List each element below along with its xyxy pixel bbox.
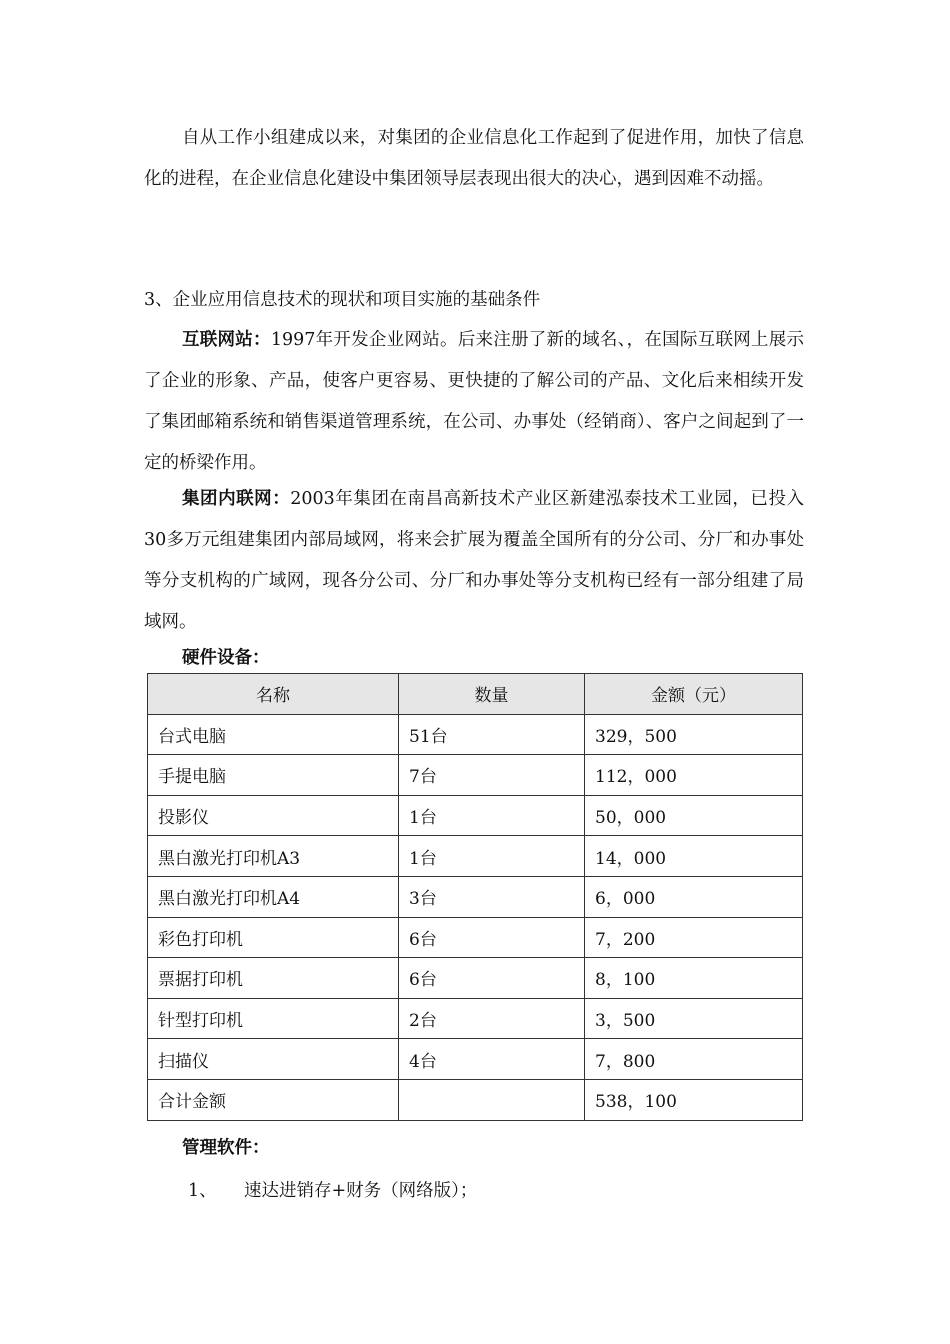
cell-quantity: 3台: [399, 876, 585, 917]
table-row: [148, 795, 803, 836]
table-row: [148, 958, 803, 999]
software-list-item: [188, 1176, 477, 1206]
table-row: [148, 1039, 803, 1080]
cell-quantity: 1台: [399, 795, 585, 836]
cell-name: 票据打印机: [148, 958, 399, 999]
header-name: 名称: [148, 674, 399, 715]
intro-paragraph: 自从工作小组建成以来，对集团的企业信息化工作起到了促进作用，加快了信息化的进程，在企业信息化建设中集团领导层表现出很大的决心，遇到因难不动摇。: [144, 128, 804, 189]
cell-quantity: 2台: [399, 998, 585, 1039]
cell-quantity: 4台: [399, 1039, 585, 1080]
cell-name: 针型打印机: [148, 998, 399, 1039]
cell-amount: 112，000: [585, 755, 803, 796]
cell-name: 黑白激光打印机A4: [148, 876, 399, 917]
internet-text: 1997年开发企业网站。后来注册了新的域名、，在国际互联网上展示了企业的形象、产品，使客户更容易、更快捷的了解公司的产品、文化后来相续开发了集团邮箱系统和销售渠道管理系统，在公司、办事处（经销商）、客户之间起到了一定的桥梁作用。: [144, 330, 804, 473]
list-item-number: 1、: [188, 1181, 217, 1201]
table-header-row: [148, 674, 803, 715]
cell-quantity: 6台: [399, 958, 585, 999]
cell-name: 台式电脑: [148, 714, 399, 755]
cell-quantity: 6台: [399, 917, 585, 958]
cell-amount: 7，800: [585, 1039, 803, 1080]
section-heading: 3、企业应用信息技术的现状和项目实施的基础条件: [144, 290, 541, 310]
table-row: [148, 755, 803, 796]
cell-quantity: 7台: [399, 755, 585, 796]
internet-label: 互联网站：: [182, 330, 271, 350]
cell-quantity: 51台: [399, 714, 585, 755]
cell-name: 扫描仪: [148, 1039, 399, 1080]
intranet-label: 集团内联网：: [182, 489, 291, 509]
cell-amount: 7，200: [585, 917, 803, 958]
cell-name: 彩色打印机: [148, 917, 399, 958]
cell-amount: 14，000: [585, 836, 803, 877]
table-row: [148, 876, 803, 917]
cell-amount: 329，500: [585, 714, 803, 755]
cell-amount: 3，500: [585, 998, 803, 1039]
hardware-label: 硬件设备：: [182, 648, 270, 668]
internet-paragraph: [144, 320, 804, 484]
cell-quantity: [399, 1079, 585, 1120]
table-row: [148, 998, 803, 1039]
cell-name: 合计金额: [148, 1079, 399, 1120]
cell-quantity: 1台: [399, 836, 585, 877]
table-row: [148, 714, 803, 755]
table-row: [148, 917, 803, 958]
cell-amount: 6，000: [585, 876, 803, 917]
cell-amount: 50，000: [585, 795, 803, 836]
header-amount: 金额（元）: [585, 674, 803, 715]
software-label: 管理软件：: [182, 1138, 270, 1158]
cell-amount: 8，100: [585, 958, 803, 999]
intranet-paragraph: [144, 479, 804, 643]
cell-name: 投影仪: [148, 795, 399, 836]
cell-amount: 538，100: [585, 1079, 803, 1120]
hardware-table-body: [148, 714, 803, 1120]
cell-name: 手提电脑: [148, 755, 399, 796]
table-row: [148, 836, 803, 877]
list-item-text: 速达进销存+财务（网络版）；: [244, 1181, 478, 1201]
header-quantity: 数量: [399, 674, 585, 715]
hardware-table: [147, 673, 803, 1121]
table-row: [148, 1079, 803, 1120]
intranet-text: 2003年集团在南昌高新技术产业区新建泓泰技术工业园，已投入30多万元组建集团内部局域网，将来会扩展为覆盖全国所有的分公司、分厂和办事处等分支机构的广域网，现各分公司、分厂和办事处等分支机构已经有一部分组建了局域网。: [144, 489, 804, 632]
cell-name: 黑白激光打印机A3: [148, 836, 399, 877]
